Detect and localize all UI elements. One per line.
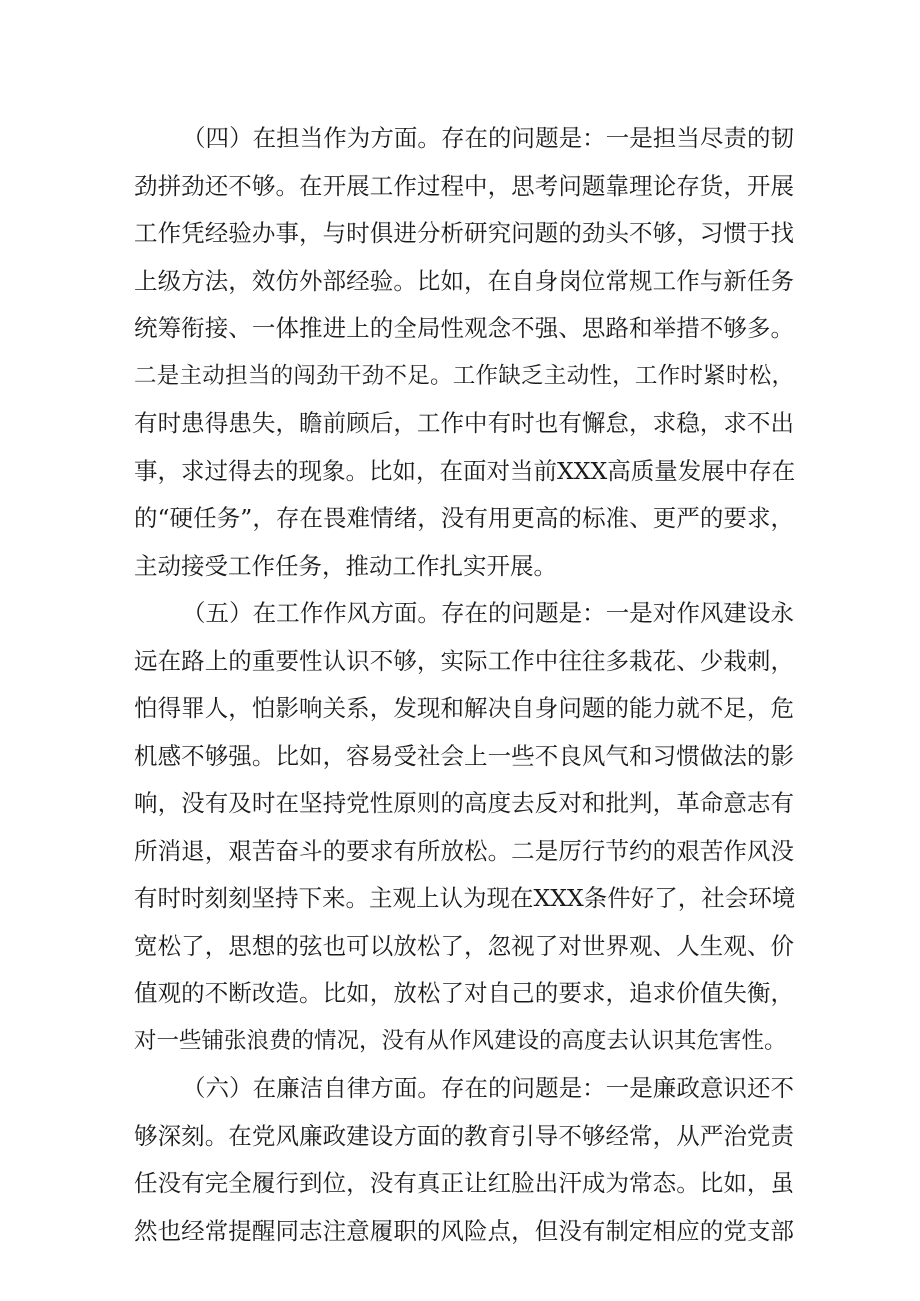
paragraph-5-line-7: 有时时刻刻坚持下来。主观上认为现在XXX条件好了，社会环境 xyxy=(134,884,796,912)
paragraph-5-line-5: 响，没有及时在坚持党性原则的高度去反对和批判，革命意志有 xyxy=(134,789,794,817)
paragraph-6-line-4: 然也经常提醒同志注意履职的风险点，但没有制定相应的党支部 xyxy=(134,1217,794,1245)
paragraph-4-line-10: 主动接受工作任务，推动工作扎实开展。 xyxy=(134,552,557,580)
paragraph-4-line-3: 工作凭经验办事，与时俱进分析研究问题的劲头不够，习惯于找 xyxy=(134,219,794,247)
paragraph-5-line-9: 值观的不断改造。比如，放松了对自己的要求，追求价值失衡， xyxy=(134,979,794,1007)
paragraph-5-line-8: 宽松了，思想的弦也可以放松了，忽视了对世界观、人生观、价 xyxy=(134,932,794,960)
paragraph-4-line-7: 有时患得患失，瞻前顾后，工作中有时也有懈怠，求稳，求不出 xyxy=(134,409,794,437)
paragraph-5-line-10: 对一些铺张浪费的情况，没有从作风建设的高度去认识其危害性。 xyxy=(134,1028,787,1054)
paragraph-6-line-1: （六）在廉洁自律方面。存在的问题是：一是廉政意识还不 xyxy=(182,1074,794,1102)
paragraph-5-line-6: 所消退，艰苦奋斗的要求有所放松。二是厉行节约的艰苦作风没 xyxy=(134,837,794,865)
paragraph-4-line-6: 二是主动担当的闯劲干劲不足。工作缺乏主动性，工作时紧时松， xyxy=(134,363,794,389)
paragraph-5-line-1: （五）在工作作风方面。存在的问题是：一是对作风建设永 xyxy=(182,599,794,627)
paragraph-4-line-8: 事，求过得去的现象。比如，在面对当前XXX高质量发展中存在 xyxy=(134,457,796,485)
paragraph-4-line-5: 统筹衔接、一体推进上的全局性观念不强、思路和举措不够多。 xyxy=(134,314,794,342)
paragraph-6-line-2: 够深刻。在党风廉政建设方面的教育引导不够经常，从严治党责 xyxy=(134,1122,794,1150)
paragraph-5-line-4: 机感不够强。比如，容易受社会上一些不良风气和习惯做法的影 xyxy=(134,742,794,770)
paragraph-4-line-4: 上级方法，效仿外部经验。比如，在自身岗位常规工作与新任务 xyxy=(134,267,794,295)
paragraph-5-line-3: 怕得罪人，怕影响关系，发现和解决自身问题的能力就不足，危 xyxy=(134,694,794,722)
paragraph-6-line-3: 任没有完全履行到位，没有真正让红脸出汗成为常态。比如，虽 xyxy=(134,1169,794,1197)
paragraph-5-line-2: 远在路上的重要性认识不够，实际工作中往往多栽花、少栽刺， xyxy=(134,647,794,675)
paragraph-4-line-2: 劲拼劲还不够。在开展工作过程中，思考问题靠理论存货，开展 xyxy=(134,172,794,200)
paragraph-4-line-9: 的“硬任务”，存在畏难情绪，没有用更高的标准、更严的要求， xyxy=(134,504,794,532)
paragraph-4-line-1: （四）在担当作为方面。存在的问题是：一是担当尽责的韧 xyxy=(182,124,794,152)
